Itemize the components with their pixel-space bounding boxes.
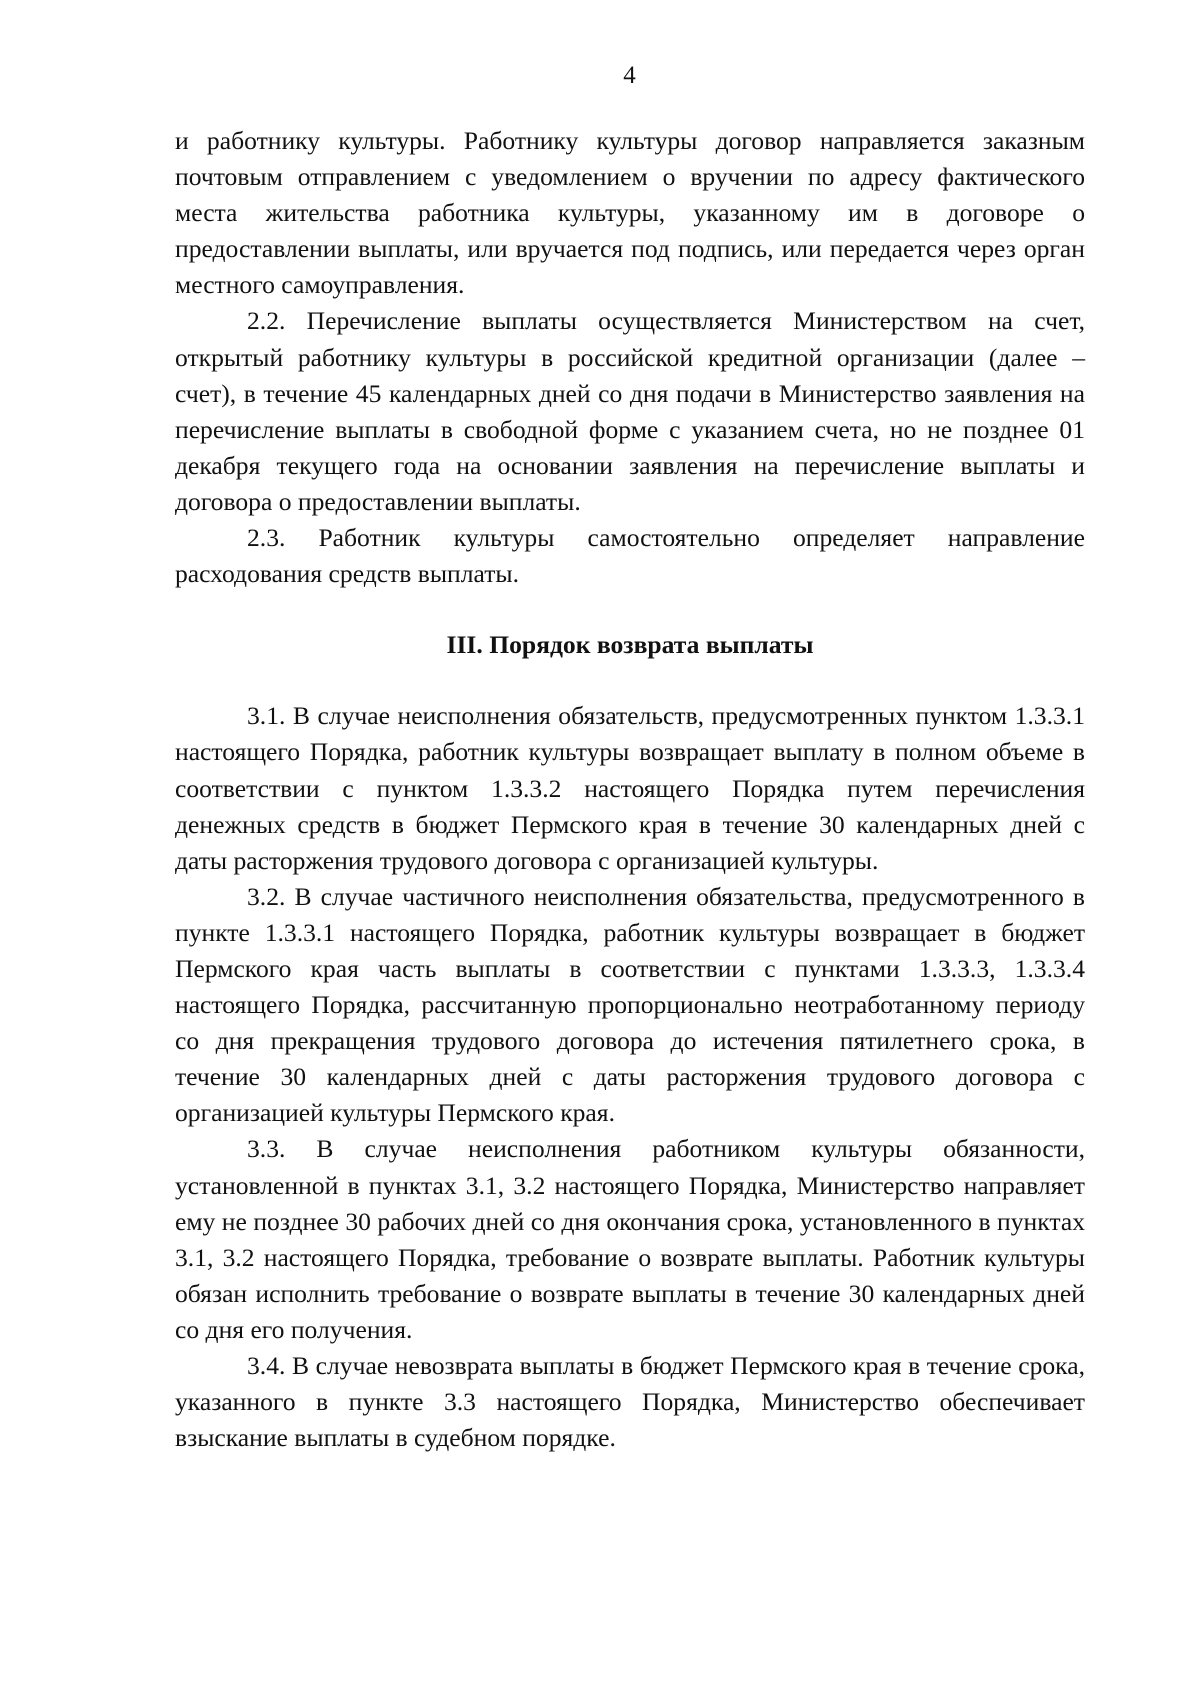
paragraph-2-2: 2.2. Перечисление выплаты осуществляется Министерством на счет, открытый работнику культуры в российской кредитной организации (далее – счет), в течение 45 календарных дней со дня подачи в Министерство заявления на перечисление выплаты в свободной форме с указанием счета, но не позднее 01 декабря текущего года на основании заявления на перечисление выплаты и договора о предоставлении выплаты. bbox=[175, 306, 1085, 516]
page-number: 4 bbox=[623, 62, 636, 89]
paragraph-3-2: 3.2. В случае частичного неисполнения обязательства, предусмотренного в пункте 1.3.3.1 настоящего Порядка, работник культуры возвращает в бюджет Пермского края часть выплаты в соответствии с пунктами 1.3.3.3, 1.3.3.4 настоящего Порядка, рассчитанную пропорционально неотработанному периоду со дня прекращения трудового договора до истечения пятилетнего срока, в течение 30 календарных дней с даты расторжения трудового договора с организацией культуры Пермского края. bbox=[175, 881, 1085, 1128]
paragraph-3-4: 3.4. В случае невозврата выплаты в бюджет Пермского края в течение срока, указанного в пункте 3.3 настоящего Порядка, Министерство обеспечивает взыскание выплаты в судебном порядке. bbox=[175, 1351, 1085, 1453]
document-body bbox=[175, 123, 1085, 1456]
paragraph-2-3: 2.3. Работник культуры самостоятельно определяет направление расходования средств выплаты. bbox=[175, 523, 1085, 589]
paragraph-3-1: 3.1. В случае неисполнения обязательств, предусмотренных пунктом 1.3.3.1 настоящего Порядка, работник культуры возвращает выплату в полном объеме в соответствии с пунктом 1.3.3.2 настоящего Порядка путем перечисления денежных средств в бюджет Пермского края в течение 30 календарных дней с даты расторжения трудового договора с организацией культуры. bbox=[175, 701, 1085, 875]
section-heading: III. Порядок возврата выплаты bbox=[446, 630, 814, 660]
paragraph-3-3: 3.3. В случае неисполнения работником культуры обязанности, установленной в пунктах 3.1, 3.2 настоящего Порядка, Министерство направляет ему не позднее 30 рабочих дней со дня окончания срока, установленного в пунктах 3.1, 3.2 настоящего Порядка, требование о возврате выплаты. Работник культуры обязан исполнить требование о возврате выплаты в течение 30 календарных дней со дня его получения. bbox=[175, 1134, 1085, 1344]
paragraph-continuation: и работнику культуры. Работнику культуры договор направляется заказным почтовым отправлением с уведомлением о вручении по адресу фактического места жительства работника культуры, указанному им в договоре о предоставлении выплаты, или вручается под подпись, или передается через орган местного самоуправления. bbox=[175, 126, 1085, 300]
